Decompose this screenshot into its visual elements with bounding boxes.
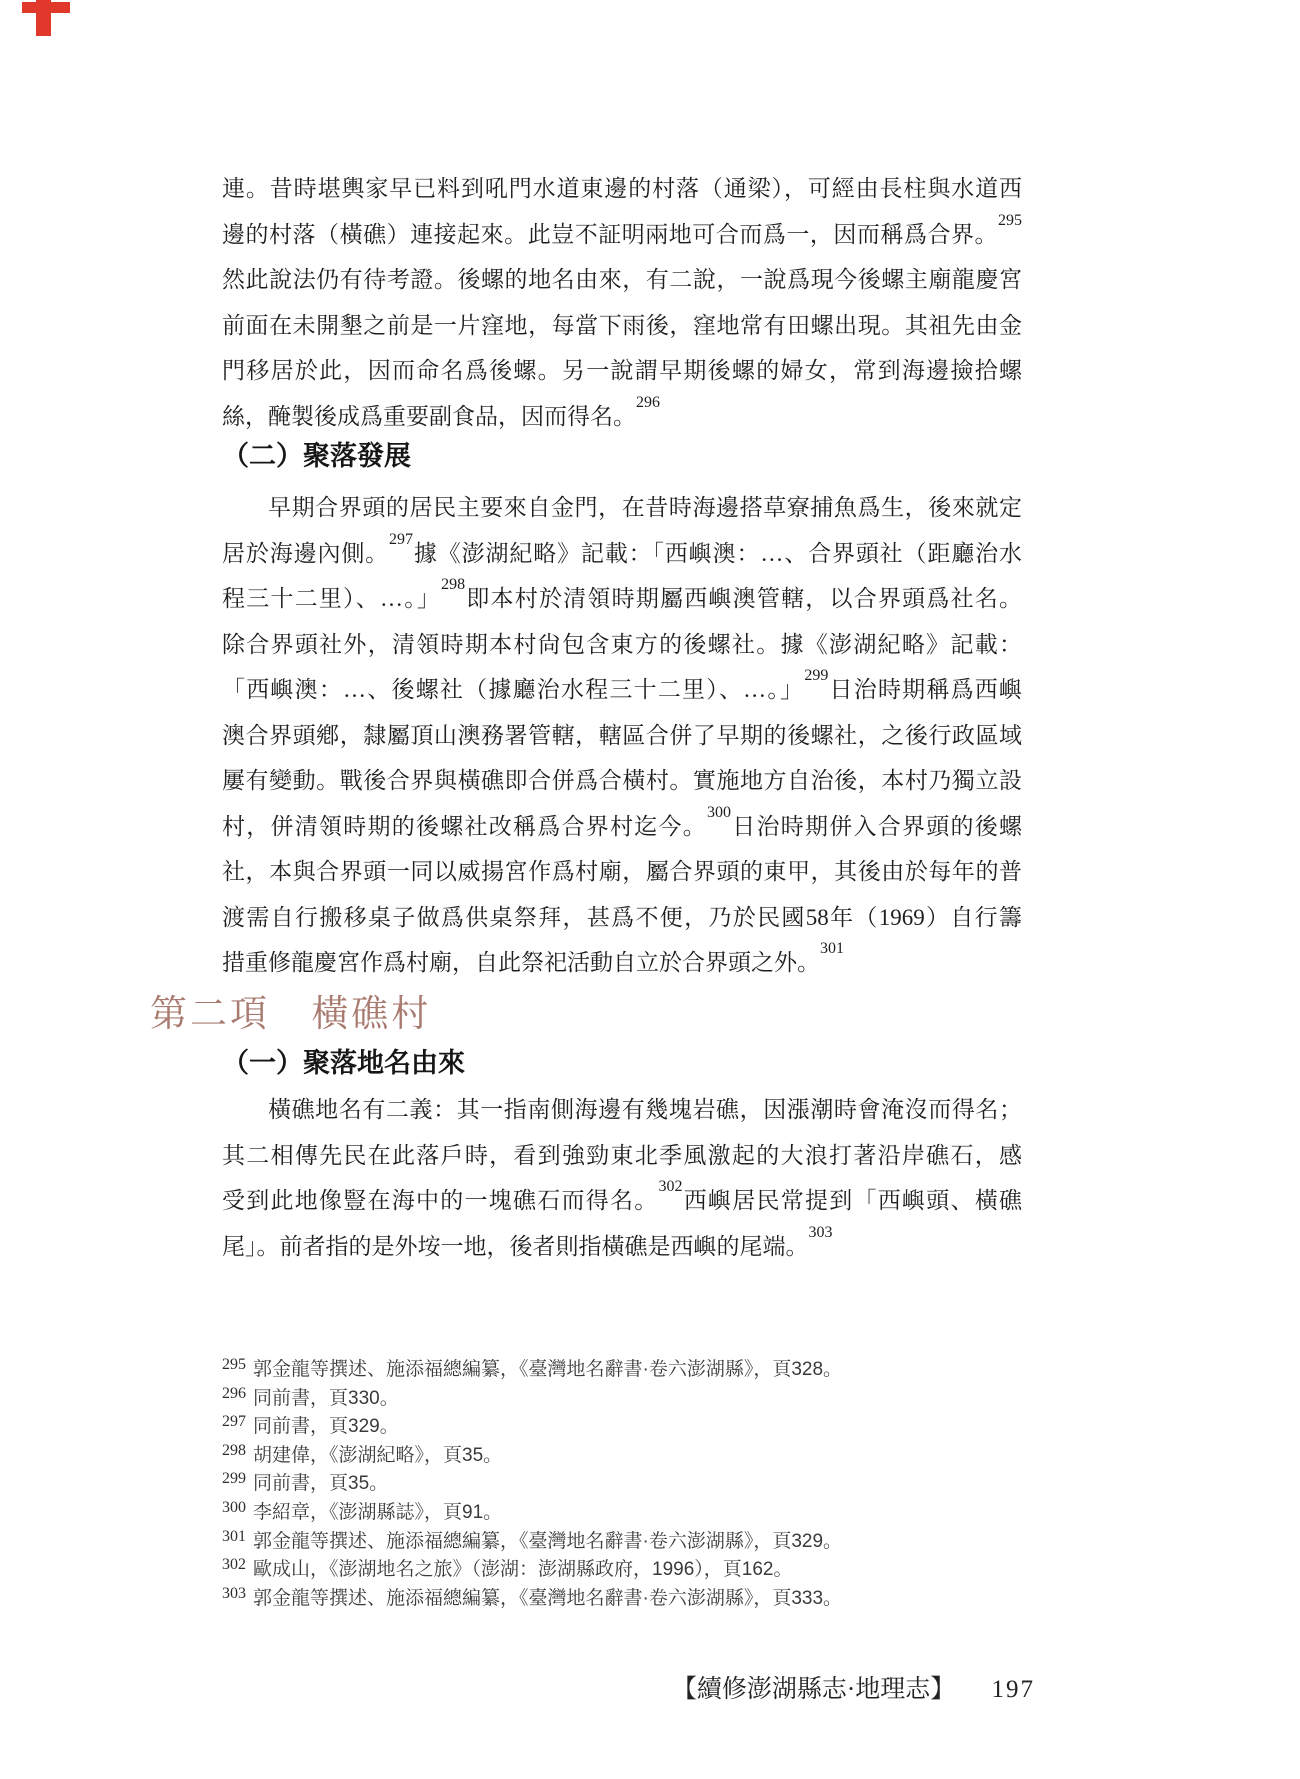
footnote-ref: 299	[804, 667, 829, 685]
crop-mark-vertical	[36, 0, 51, 36]
section-number: 第二項	[150, 993, 270, 1034]
footnote-number: 302	[222, 1556, 246, 1574]
footer-book-title: 【續修澎湖縣志·地理志】	[671, 1676, 956, 1703]
footnote-item	[222, 1470, 1037, 1499]
text-line: 邊的村落（橫礁）連接起來。此豈不証明兩地可合而爲一，因而稱爲合界。$^{295}$	[222, 211, 1022, 247]
footnote-item	[222, 1356, 1037, 1385]
footnote-text: 郭金龍等撰述、施添福總編纂，《臺灣地名辭書·卷六澎湖縣》，頁328。	[253, 1359, 843, 1380]
footnote-ref: 300	[707, 803, 731, 821]
text-line: 屢有變動。戰後合界與橫礁即合併爲合橫村。實施地方自治後，本村乃獨立設	[222, 768, 1022, 793]
subheading-settlement-development: （二）聚落發展	[222, 441, 411, 471]
body-paragraph-development	[222, 485, 1022, 986]
footnote-item	[222, 1442, 1037, 1471]
footnote-ref: 301	[820, 940, 844, 958]
footnote-ref: 298	[441, 576, 466, 594]
footnote-item	[222, 1385, 1037, 1414]
text-line: 絲，醃製後成爲重要副食品，因而得名。$^{296}$	[222, 393, 660, 429]
footnote-text: 郭金龍等撰述、施添福總編纂，《臺灣地名辭書·卷六澎湖縣》，頁329。	[253, 1530, 843, 1552]
text-line: 澳合界頭鄕，隸屬頂山澳務署管轄，轄區合併了早期的後螺社，之後行政區域	[222, 722, 1022, 748]
section-title: 橫礁村	[311, 993, 432, 1034]
body-paragraph-name-origin	[222, 1087, 1022, 1269]
footnote-text: 同前書，頁330。	[253, 1387, 399, 1409]
footnote-number: 301	[222, 1527, 246, 1545]
footnote-item	[222, 1585, 1037, 1614]
footnote-text: 李紹章，《澎湖縣誌》，頁91。	[253, 1501, 503, 1523]
footnote-ref: 297	[389, 530, 414, 548]
text-line: 受到此地像豎在海中的一塊礁石而得名。$^{302}$西嶼居民常提到「西嶼頭、橫礁	[222, 1178, 1022, 1213]
section-heading	[150, 991, 431, 1036]
footnote-item	[222, 1556, 1037, 1585]
footnote-text: 胡建偉，《澎湖紀略》，頁35。	[253, 1444, 503, 1466]
footnote-number: 300	[222, 1498, 246, 1516]
body-paragraph-continuation	[222, 166, 1022, 439]
footnote-number: 298	[222, 1441, 246, 1459]
footnote-text: 郭金龍等撰述、施添福總編纂，《臺灣地名辭書·卷六澎湖縣》，頁333。	[253, 1587, 843, 1609]
footnote-item	[222, 1528, 1037, 1557]
footnote-text: 同前書，頁329。	[253, 1416, 399, 1438]
text-line: 措重修龍慶宮作爲村廟，自此祭祀活動自立於合界頭之外。$^{301}$	[222, 940, 844, 975]
page-footer	[672, 1669, 1035, 1705]
footnote-number: 297	[222, 1413, 246, 1431]
footnote-item	[222, 1499, 1037, 1528]
text-line: 尾」。前者指的是外垵一地，後者則指橫礁是西嶼的尾端。$^{303}$	[222, 1223, 833, 1259]
text-line: 其二相傳先民在此落戶時，看到強勁東北季風激起的大浪打著沿岸礁石，感	[222, 1142, 1022, 1168]
footnote-ref: 303	[808, 1223, 833, 1241]
footnote-number: 299	[222, 1470, 246, 1488]
footnote-number: 303	[222, 1584, 246, 1602]
page-number: 197	[991, 1676, 1035, 1703]
footnote-number: 296	[222, 1384, 246, 1402]
text-line: 前面在未開墾之前是一片窪地，每當下雨後，窪地常有田螺出現。其祖先由金	[222, 312, 1022, 338]
text-line: 社，本與合界頭一同以威揚宮作爲村廟，屬合界頭的東甲，其後由於每年的普	[222, 859, 1022, 884]
text-line: 渡需自行搬移桌子做爲供桌祭拜，甚爲不便，乃於民國58年（1969）自行籌	[222, 904, 1022, 930]
footnote-item	[222, 1413, 1037, 1442]
text-line: 村，併清領時期的後螺社改稱爲合界村迄今。$^{300}$日治時期併入合界頭的後螺	[222, 803, 1022, 839]
text-line: 然此說法仍有待考證。後螺的地名由來，有二說，一說爲現今後螺主廟龍慶宮	[222, 267, 1022, 292]
footnote-ref: 296	[636, 393, 660, 411]
footnote-ref: 302	[658, 1178, 683, 1196]
footnote-text: 同前書，頁35。	[253, 1473, 389, 1495]
text-line: 早期合界頭的居民主要來自金門，在昔時海邊搭草寮捕魚爲生，後來就定	[268, 495, 1022, 520]
text-line: 橫礁地名有二義：其一指南側海邊有幾塊岩礁，因漲潮時會淹沒而得名；	[268, 1097, 1022, 1122]
footnote-text: 歐成山，《澎湖地名之旅》（澎湖：澎湖縣政府，1996），頁162。	[253, 1559, 793, 1581]
text-line: 連。昔時堪輿家早已料到吼門水道東邊的村落（通梁），可經由長柱與水道西	[222, 176, 1022, 201]
footnote-ref: 295	[998, 211, 1022, 229]
text-line: 程三十二里）、…。」$^{298}$即本村於清領時期屬西嶼澳管轄，以合界頭爲社名。	[222, 576, 1023, 611]
footnote-list	[222, 1356, 1037, 1613]
text-line: 居於海邊內側。$^{297}$據《澎湖紀略》記載：「西嶼澳：…、合界頭社（距廳治水	[222, 530, 1023, 566]
subheading-place-name-origin: （一）聚落地名由來	[222, 1048, 465, 1078]
text-line: 除合界頭社外，清領時期本村尙包含東方的後螺社。據《澎湖紀略》記載：	[222, 631, 1022, 657]
text-line: 「西嶼澳：…、後螺社（據廳治水程三十二里）、…。」$^{299}$日治時期稱爲西嶼	[222, 667, 1023, 702]
text-line: 門移居於此，因而命名爲後螺。另一說謂早期後螺的婦女，常到海邊撿拾螺	[222, 358, 1022, 383]
footnote-number: 295	[222, 1356, 246, 1373]
